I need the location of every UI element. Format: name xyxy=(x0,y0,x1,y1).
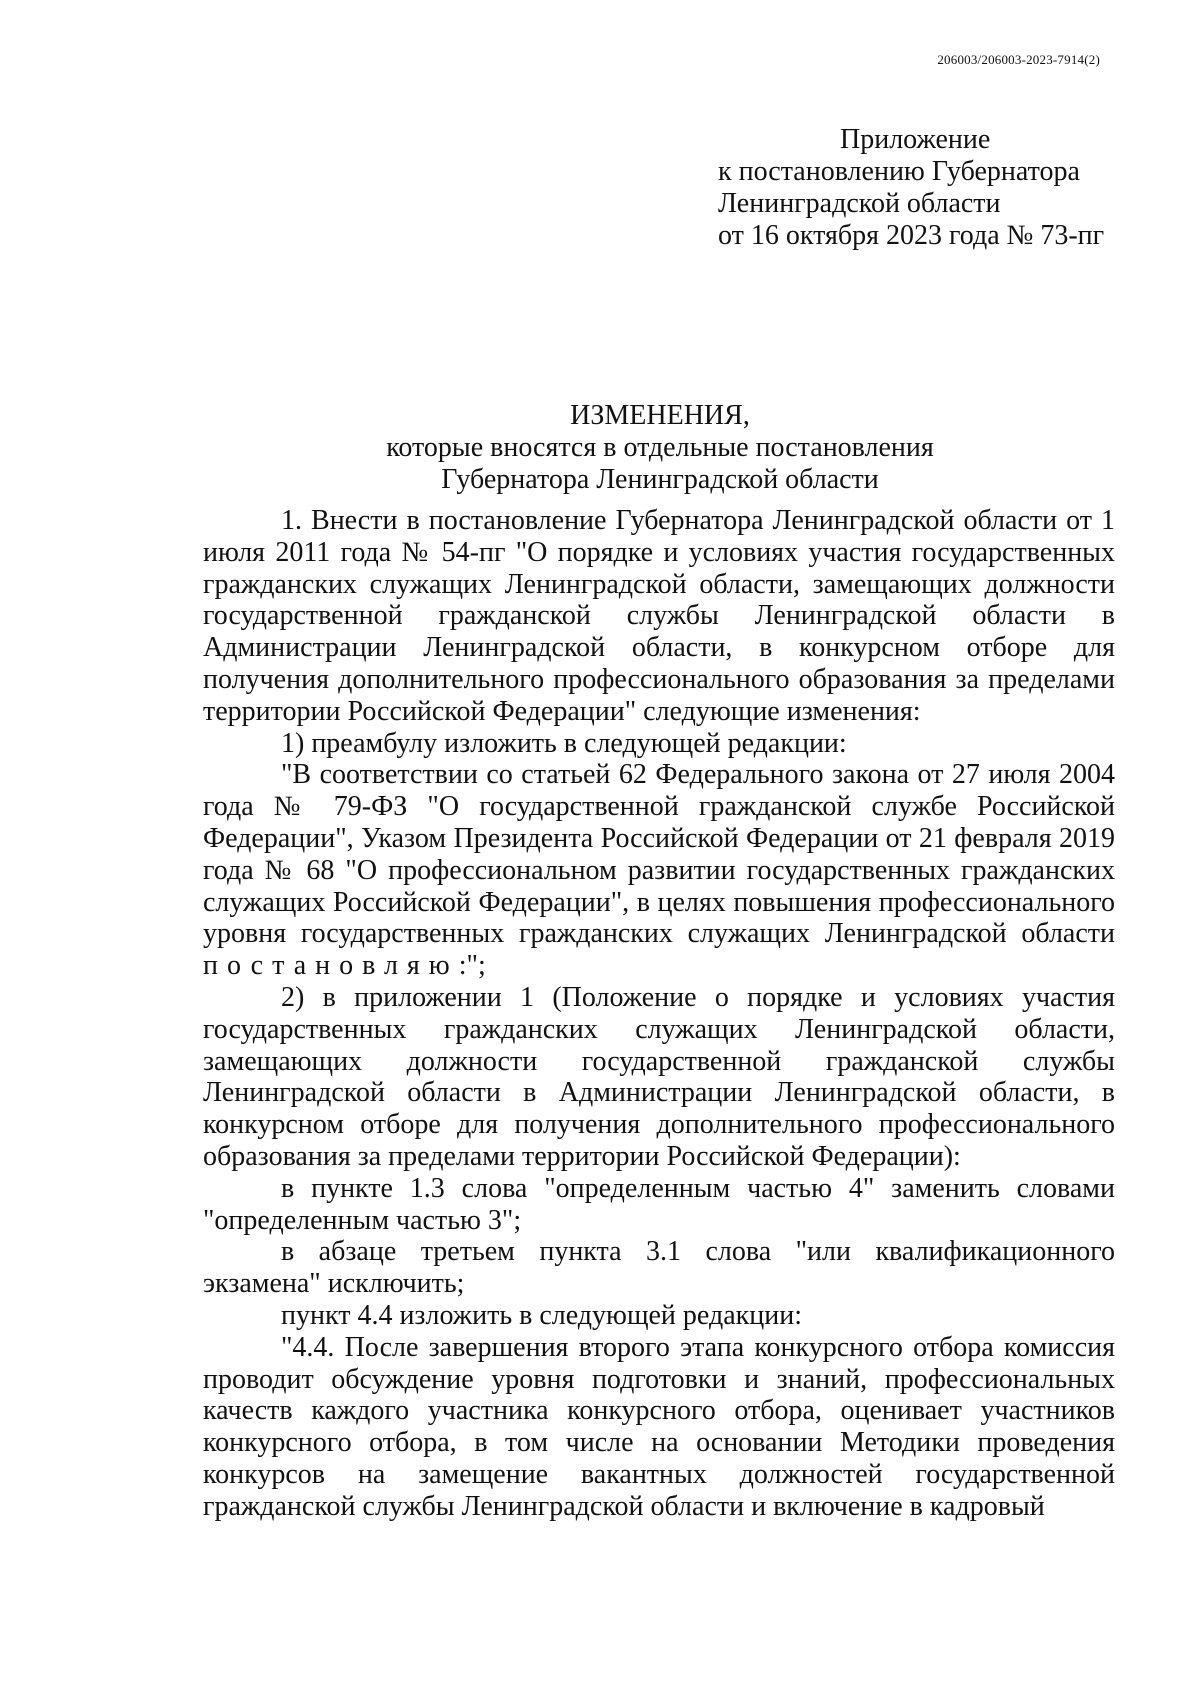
appendix-title: Приложение xyxy=(840,124,991,155)
document-title xyxy=(200,400,1120,496)
title-subtitle-1: которые вносятся в отдельные постановления xyxy=(386,432,934,463)
paragraph-5: в пункте 1.3 слова "определенным частью 4" заменить словами "определенным частью 3"; xyxy=(203,1172,1115,1236)
title-subtitle-2: Губернатора Ленинградской области xyxy=(441,464,879,495)
paragraph-7: пункт 4.4 изложить в следующей редакции: xyxy=(281,1299,802,1331)
appendix-block xyxy=(718,124,1104,252)
paragraph-4: 2) в приложении 1 (Положение о порядке и условиях участия государственных гражданских служащих Ленинградской области, замещающих должности государственной гражданской службы Ленинградской области в Администрации Ленинградской области, в конкурсном отборе для получения дополнительного профессионального образования за пределами территории Российской Федерации): xyxy=(203,981,1115,1172)
title-heading: ИЗМЕНЕНИЯ, xyxy=(570,400,750,431)
paragraph-3-spaced-word: постановляю xyxy=(203,950,459,982)
paragraph-6: в абзаце третьем пункта 3.1 слова "или квалификационного экзамена" исключить; xyxy=(203,1236,1115,1300)
paragraph-1: 1. Внести в постановление Губернатора Ленинградской области от 1 июля 2011 года № 54-пг "О порядке и условиях участия государственных гражданских служащих Ленинградской области, замещающих должности государственной гражданской службы Ленинградской области в Администрации Ленинградской области, в конкурсном отборе для получения дополнительного профессионального образования за пределами территории Российской Федерации" следующие изменения: xyxy=(203,505,1115,727)
appendix-line-date: от 16 октября 2023 года № 73-пг xyxy=(718,220,1105,251)
paragraph-8: "4.4. После завершения второго этапа конкурсного отбора комиссия проводит обсуждение уровня подготовки и знаний, профессиональных качеств каждого участника конкурсного отбора, оценивает участников конкурсного отбора, в том числе на основании Методики проведения конкурсов на замещение вакантных должностей государственной гражданской службы Ленинградской области и включение в кадровый xyxy=(203,1331,1115,1522)
paragraph-3-text: "В соответствии со статьей 62 Федерального закона от 27 июля 2004 года № 79-ФЗ "О государственной гражданской службе Российской Федерации", Указом Президента Российской Федерации от 21 февраля 2019 года № 68 "О профессиональном развитии государственных гражданских служащих Российской Федерации", в целях повышения профессионального уровня государственных гражданских служащих Ленинградской области xyxy=(203,759,1115,950)
document-body xyxy=(203,505,1115,1523)
appendix-line-decree: к постановлению Губернатора xyxy=(718,156,1080,187)
paragraph-3-end: :"; xyxy=(458,950,486,982)
appendix-line-region: Ленинградской области xyxy=(718,188,1001,219)
paragraph-2: 1) преамбулу изложить в следующей редакции: xyxy=(281,727,847,759)
paragraph-3 xyxy=(203,759,1115,982)
document-id: 206003/206003-2023-7914(2) xyxy=(937,52,1100,67)
